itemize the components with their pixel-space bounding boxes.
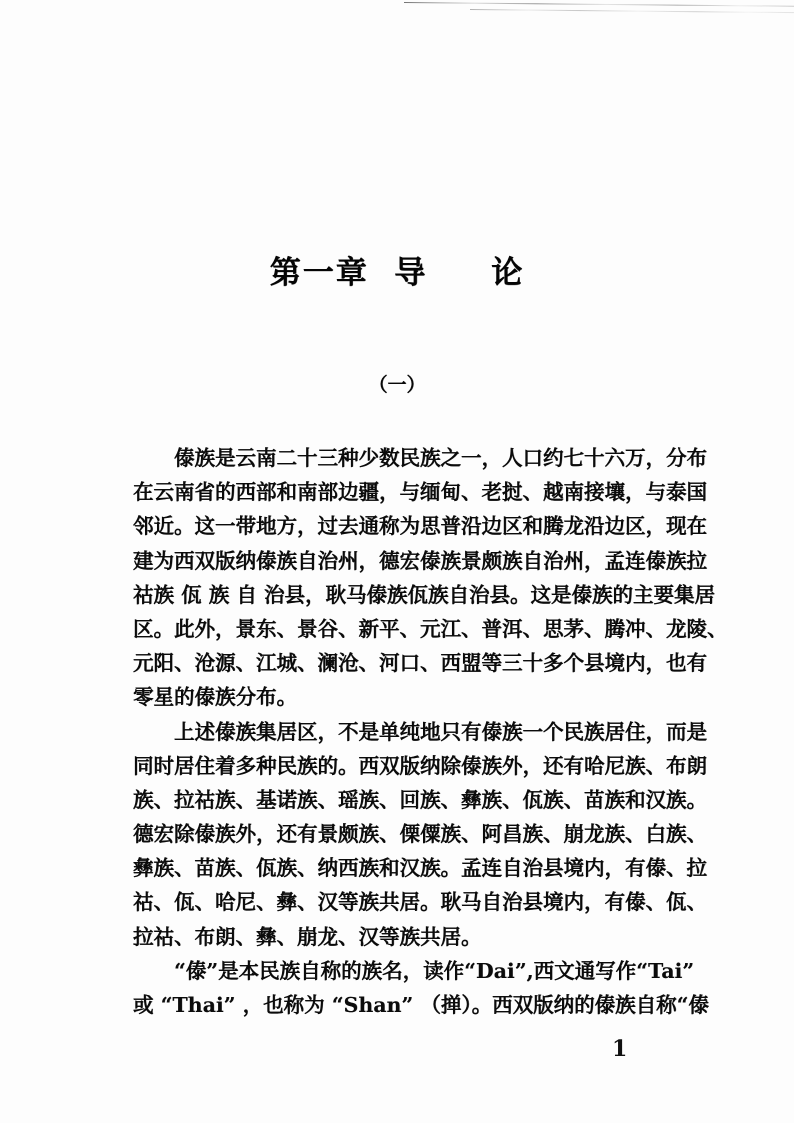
text-line: 德宏除傣族外，还有景颇族、傈僳族、阿昌族、崩龙族、白族、 — [133, 822, 707, 847]
text-line: 上述傣族集居区，不是单纯地只有傣族一个民族居住，而是 — [174, 719, 707, 744]
text-line: 祜族 佤 族 自 治县，耿马傣族佤族自治县。这是傣族的主要集居 — [133, 582, 716, 607]
text-line: 邻近。这一带地方，过去通称为思普沿边区和腾龙沿边区，现在 — [133, 514, 707, 539]
scan-edge-artifact — [404, 2, 794, 7]
page-title: 第一章 导 论 — [269, 254, 525, 291]
text-line: 祜、佤、哈尼、彝、汉等族共居。耿马自治县境内，有傣、佤、 — [133, 890, 707, 915]
text-line: 在云南省的西部和南部边疆，与缅甸、老挝、越南接壤，与泰国 — [133, 480, 707, 505]
text-line: 拉祜、布朗、彝、崩龙、汉等族共居。 — [133, 924, 482, 949]
section-marker: （一） — [368, 374, 426, 396]
body-text — [133, 441, 728, 1022]
text-line: 区。此外，景东、景谷、新平、元江、普洱、思茅、腾冲、龙陵、 — [133, 616, 728, 641]
text-line: “傣”是本民族自称的族名，读作“Dai”,西文通写作“Tai” — [174, 958, 695, 983]
text-line: 元阳、沧源、江城、澜沧、河口、西盟等三十多个县境内，也有 — [133, 651, 707, 676]
text-line: 零星的傣族分布。 — [133, 685, 297, 710]
text-line: 族、拉祜族、基诺族、瑶族、回族、彝族、佤族、苗族和汉族。 — [133, 787, 707, 812]
text-line: 傣族是云南二十三种少数民族之一，人口约七十六万，分布 — [174, 446, 707, 470]
page-number: 1 — [612, 1036, 628, 1062]
text-line: 同时居住着多种民族的。西双版纳除傣族外，还有哈尼族、布朗 — [133, 753, 707, 778]
scan-edge-artifact-secondary — [470, 9, 794, 13]
text-line: 或 “Thai” ，也称为 “Shan” （掸）。西双版纳的傣族自称“傣 — [133, 993, 709, 1017]
text-line: 彝族、苗族、佤族、纳西族和汉族。孟连自治县境内，有傣、拉 — [133, 856, 707, 881]
text-line: 建为西双版纳傣族自治州，德宏傣族景颇族自治州，孟连傣族拉 — [133, 548, 707, 573]
